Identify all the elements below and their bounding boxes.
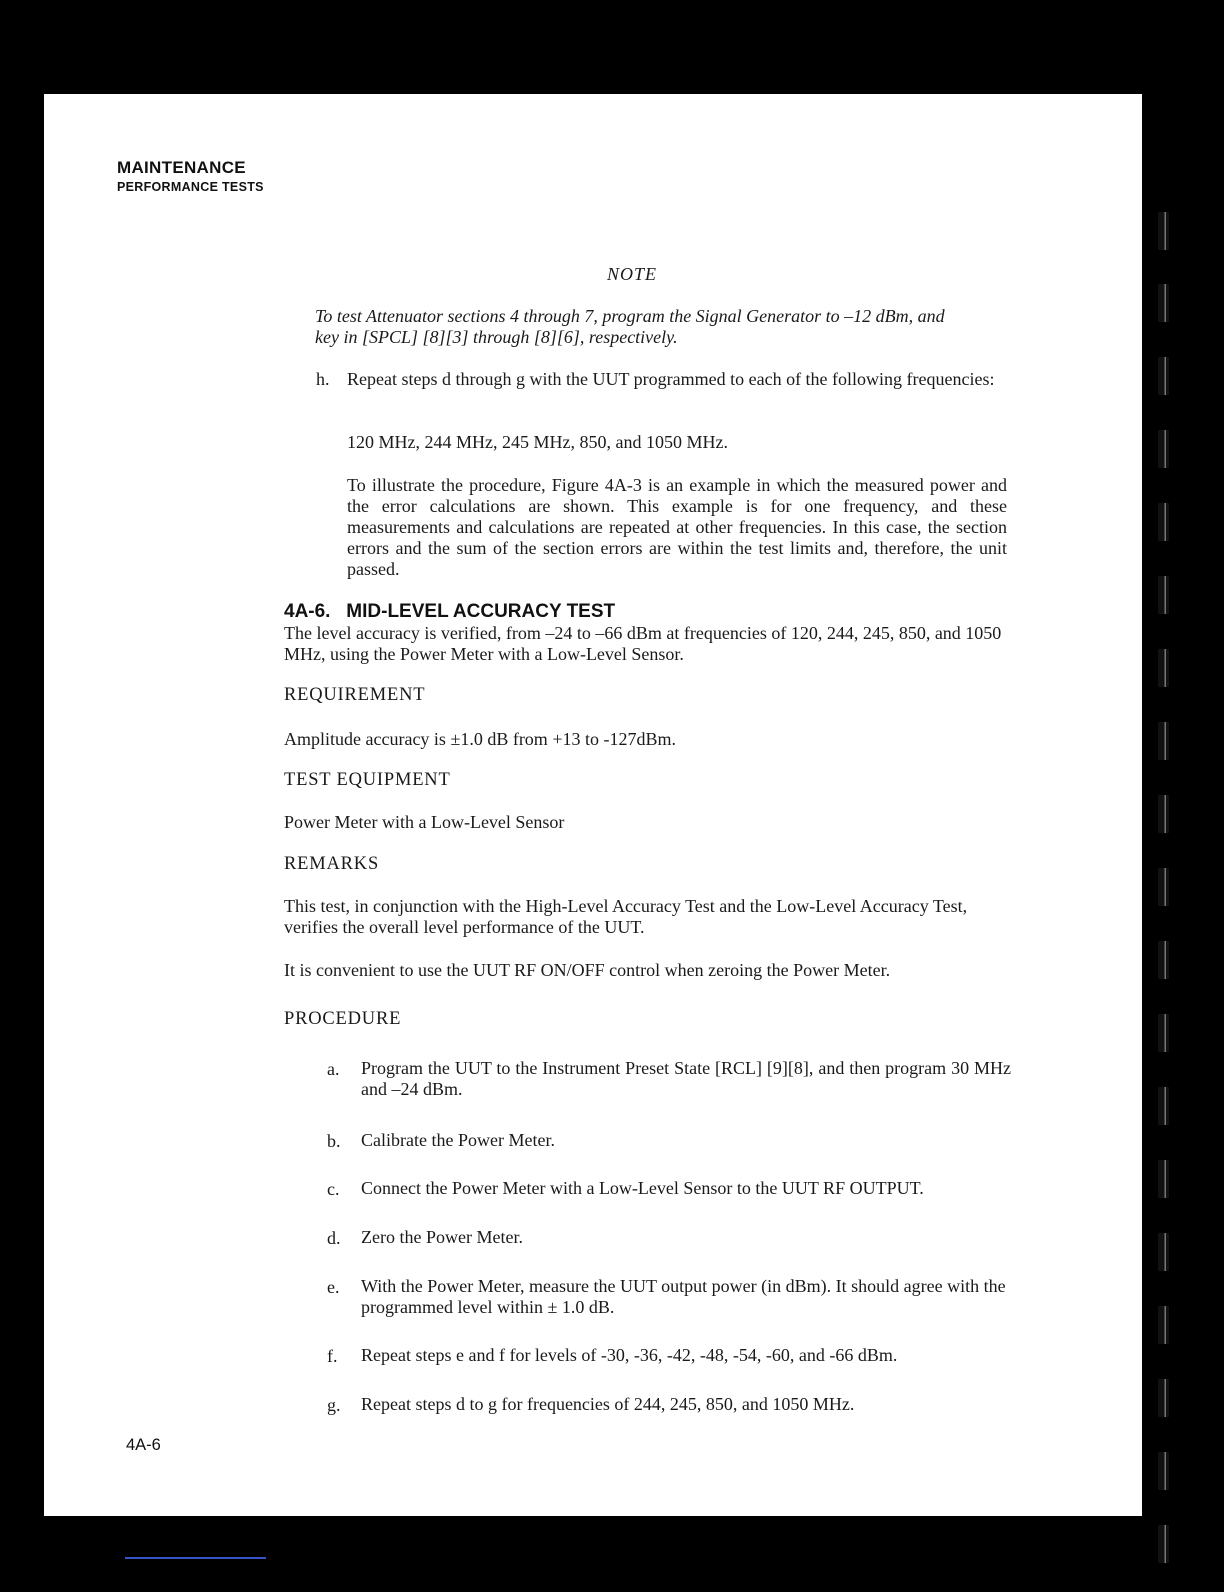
test-equipment-label: TEST EQUIPMENT (284, 770, 451, 790)
procedure-label: PROCEDURE (284, 1009, 402, 1029)
binding-mark (1158, 1087, 1169, 1125)
procedure-step: Zero the Power Meter. (361, 1227, 523, 1247)
section-intro: The level accuracy is verified, from –24 to –66 dBm at frequencies of 120, 244, 245, 850, and 1050 MHz, using the Power Meter with a Low-Level Sensor. (284, 623, 1002, 664)
step-h-letter: h. (316, 369, 330, 389)
binding-mark (1158, 1379, 1169, 1417)
frequency-list: 120 MHz, 244 MHz, 245 MHz, 850, and 1050 MHz. (347, 432, 728, 452)
scan-artifact-line (125, 1557, 266, 1559)
running-header-title: MAINTENANCE (117, 158, 246, 177)
binding-mark (1158, 576, 1169, 614)
running-header-subtitle: PERFORMANCE TESTS (117, 180, 264, 194)
step-letter: g. (327, 1395, 341, 1415)
step-h-text: Repeat steps d through g with the UUT programmed to each of the following frequencies: (347, 369, 995, 389)
procedure-step: Calibrate the Power Meter. (361, 1130, 555, 1150)
binding-mark (1158, 1306, 1169, 1344)
test-equipment-text: Power Meter with a Low-Level Sensor (284, 812, 565, 832)
binding-mark (1158, 357, 1169, 395)
binding-mark (1158, 868, 1169, 906)
procedure-step: Connect the Power Meter with a Low-Level Sensor to the UUT RF OUTPUT. (361, 1178, 924, 1198)
note-text: To test Attenuator sections 4 through 7, program the Signal Generator to –12 dBm, and key in [SPCL] [8][3] through [8][6], respectively. (315, 306, 945, 347)
binding-mark (1158, 795, 1169, 833)
binding-mark (1158, 212, 1169, 250)
section-heading: 4A-6. MID-LEVEL ACCURACY TEST (284, 601, 616, 622)
binding-mark (1158, 941, 1169, 979)
binding-mark (1158, 1233, 1169, 1271)
procedure-step: Repeat steps d to g for frequencies of 244, 245, 850, and 1050 MHz. (361, 1394, 855, 1414)
step-letter: b. (327, 1131, 341, 1151)
document-page (44, 94, 1142, 1516)
page-number: 4A-6 (126, 1436, 161, 1454)
binding-mark (1158, 503, 1169, 541)
binding-mark (1158, 649, 1169, 687)
step-letter: c. (327, 1179, 340, 1199)
note-heading: NOTE (607, 264, 658, 284)
binding-mark (1158, 1525, 1169, 1563)
procedure-step: Repeat steps e and f for levels of -30, -36, -42, -48, -54, -60, and -66 dBm. (361, 1345, 898, 1365)
requirement-label: REQUIREMENT (284, 685, 426, 705)
remarks-label: REMARKS (284, 854, 380, 874)
binding-mark (1158, 722, 1169, 760)
binding-marks (1152, 212, 1176, 1592)
binding-mark (1158, 1014, 1169, 1052)
step-letter: f. (327, 1346, 338, 1366)
procedure-step: Program the UUT to the Instrument Preset State [RCL] [9][8], and then program 30 MHz and –24 dBm. (361, 1058, 1011, 1099)
binding-mark (1158, 1452, 1169, 1490)
illustration-paragraph: To illustrate the procedure, Figure 4A-3 is an example in which the measured power and the error calculations are shown. This example is for one frequency, and these measurements and calculations are repeated at other frequencies. In this case, the section errors and the sum of the section errors are within the test limits and, therefore, the unit passed. (347, 475, 1007, 579)
binding-mark (1158, 1160, 1169, 1198)
procedure-step: With the Power Meter, measure the UUT output power (in dBm). It should agree with the programmed level within ± 1.0 dB. (361, 1276, 1006, 1317)
requirement-text: Amplitude accuracy is ±1.0 dB from +13 to -127dBm. (284, 729, 676, 749)
step-letter: a. (327, 1059, 340, 1079)
binding-mark (1158, 284, 1169, 322)
remarks-paragraph-1: This test, in conjunction with the High-Level Accuracy Test and the Low-Level Accuracy Test, verifies the overall level performance of the UUT. (284, 896, 968, 937)
step-letter: e. (327, 1277, 340, 1297)
remarks-paragraph-2: It is convenient to use the UUT RF ON/OFF control when zeroing the Power Meter. (284, 960, 891, 980)
step-letter: d. (327, 1228, 341, 1248)
binding-mark (1158, 430, 1169, 468)
